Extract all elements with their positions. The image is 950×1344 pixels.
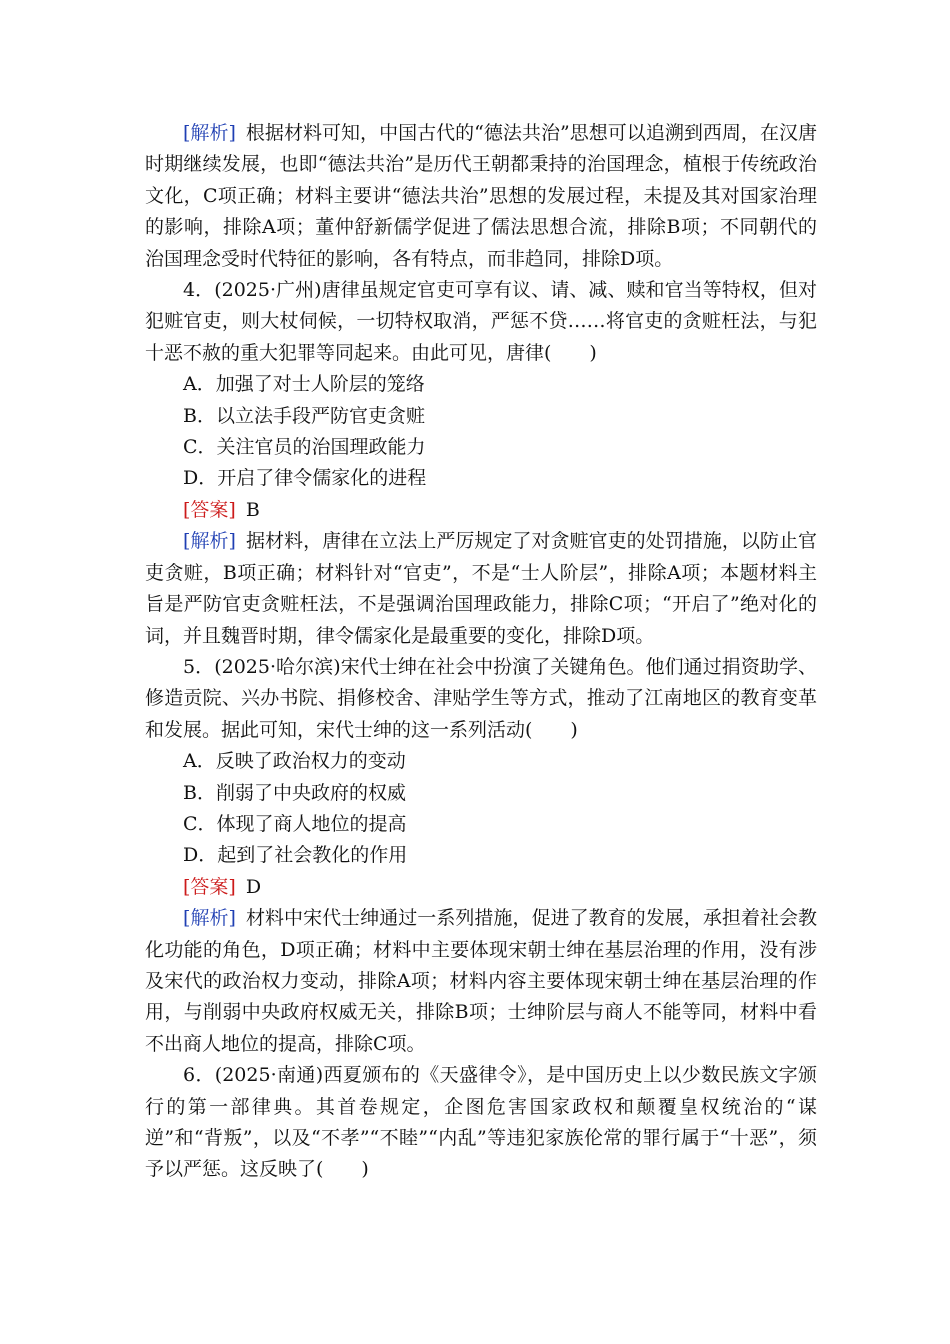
question-4-option-c: C．关注官员的治国理政能力 (183, 436, 426, 459)
question-5-option-a: A．反映了政治权力的变动 (183, 750, 406, 773)
question-4-answer (145, 495, 817, 526)
question-4-analysis (145, 526, 817, 652)
analysis-text: 材料中宋代士绅通过一系列措施，促进了教育的发展，承担着社会教化功能的角色，D项正确；材料中主要体现宋朝士绅在基层治理的作用，没有涉及宋代的政治权力变动，排除A项；材料内容主要体现宋朝士绅在基层治理的作用，与削弱中央政府权威无关，排除B项；士绅阶层与商人不能等同，材料中看不出商人地位的提高，排除C项。 (145, 907, 817, 1055)
question-4: 4．(2025·广州)唐律虽规定官吏可享有议、请、减、赎和官当等特权，但对犯赃官吏，则大杖伺候，一切特权取消，严惩不贷……将官吏的贪赃枉法，与犯十恶不赦的重大犯罪等同起来。由此可见，唐律( ) (145, 279, 817, 364)
answer-value: D (245, 875, 262, 898)
answer-tag: [答案] (183, 498, 236, 521)
analysis-tag: [解析] (183, 122, 236, 144)
question-5-option-d: D．起到了社会教化的作用 (183, 844, 408, 867)
question-5-answer (145, 872, 817, 903)
question-5: 5．(2025·哈尔滨)宋代士绅在社会中扮演了关键角色。他们通过捐资助学、修造贡院、兴办书院、捐修校舍、津贴学生等方式，推动了江南地区的教育变革和发展。据此可知，宋代士绅的这一系列活动( ) (145, 655, 817, 741)
analysis-text: 据材料，唐律在立法上严厉规定了对贪赃官吏的处罚措施，以防止官吏贪赃，B项正确；材料针对“官吏”，不是“士人阶层”，排除A项；本题材料主旨是严防官吏贪赃枉法，不是强调治国理政能力，排除C项；“开启了”绝对化的词，并且魏晋时期，律令儒家化是最重要的变化，排除D项。 (145, 530, 817, 647)
question-4-option-d: D．开启了律令儒家化的进程 (183, 467, 427, 490)
question-4-option-b: B．以立法手段严防官吏贪赃 (183, 404, 425, 427)
analysis-tag: [解析] (183, 530, 236, 553)
analysis-text: 根据材料可知，中国古代的“德法共治”思想可以追溯到西周，在汉唐时期继续发展，也即“德法共治”是历代王朝都秉持的治国理念，植根于传统政治文化，C项正确；材料主要讲“德法共治”思想的发展过程，未提及其对国家治理的影响，排除A项；董仲舒新儒学促进了儒法思想合流，排除B项；不同朝代的治国理念受时代特征的影响，各有特点，而非趋同，排除D项。 (145, 122, 817, 270)
question-4-option-a: A．加强了对士人阶层的笼络 (183, 373, 425, 396)
question-5-option-b: B．削弱了中央政府的权威 (183, 781, 406, 804)
question-5-option-c: C．体现了商人地位的提高 (183, 812, 407, 835)
document-page (145, 118, 817, 1186)
answer-tag: [答案] (183, 875, 236, 898)
answer-value: B (245, 498, 260, 521)
question-5-analysis (145, 903, 817, 1060)
question-6: 6．(2025·南通)西夏颁布的《天盛律令》，是中国历史上以少数民族文字颁行的第一部律典。其首卷规定，企图危害国家政权和颠覆皇权统治的“谋逆”和“背叛”，以及“不孝”“不睦”“内乱”等违犯家族伦常的罪行属于“十恶”，须予以严惩。这反映了( ) (145, 1064, 817, 1181)
analysis-tag: [解析] (183, 907, 236, 930)
analysis-paragraph (145, 118, 817, 275)
